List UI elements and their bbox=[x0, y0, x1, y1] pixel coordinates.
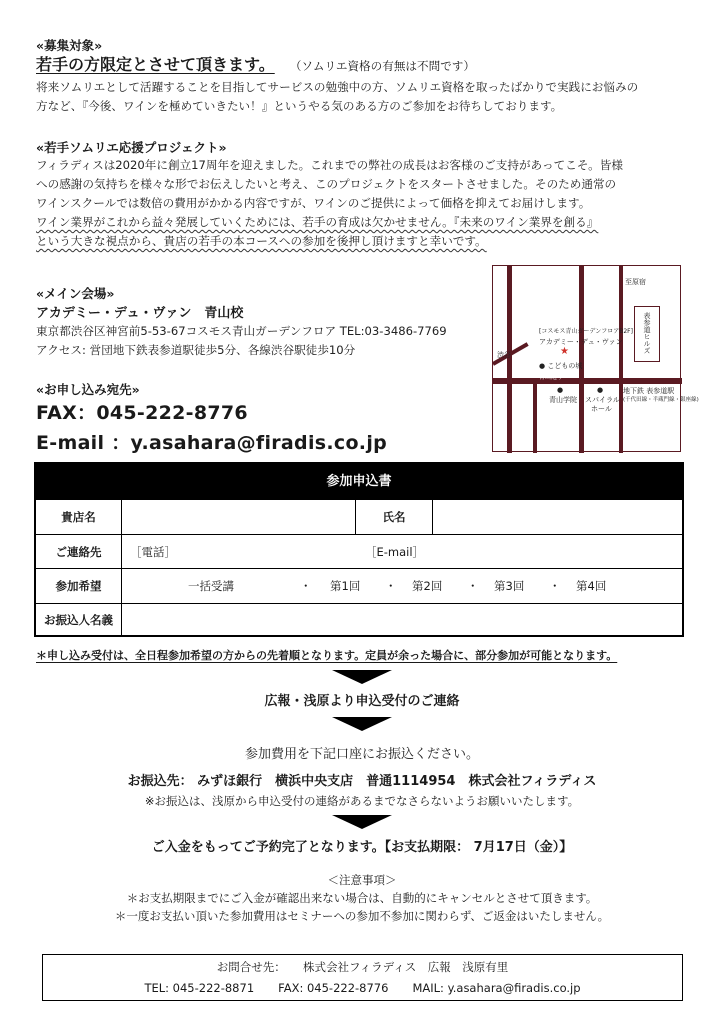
footer-mail[interactable]: MAIL: y.asahara@firadis.co.jp bbox=[412, 981, 581, 995]
form-title: 参加申込書 bbox=[36, 464, 682, 499]
option-separator: ・ bbox=[385, 579, 397, 593]
map-label-kodomo: ● こどもの城 bbox=[539, 362, 583, 370]
flow-step-1: 広報・浅原より申込受付のご連絡 bbox=[264, 694, 460, 709]
footer-fax: FAX: 045-222-8776 bbox=[278, 981, 389, 995]
map-label-shibuya: 渋谷 bbox=[497, 351, 511, 359]
bank-note: ※お振込は、浅原から申込受付の連絡があるまでなさらないようお願いいたします。 bbox=[144, 794, 580, 808]
form-label-wish: 参加希望 bbox=[36, 569, 122, 603]
project-line: フィラディスは2020年に創立17周年を迎えました。これまでの弊社の成長はお客様のご支持があってこそ。皆様 bbox=[36, 158, 623, 172]
map-label-spiral: スパイラル bbox=[585, 396, 620, 404]
flow-step-2: 参加費用を下記口座にお振込ください。 bbox=[244, 747, 479, 762]
option-all[interactable]: 一括受講 bbox=[188, 579, 234, 593]
map-label-academy: アカデミー・デュ・ヴァン bbox=[539, 338, 623, 346]
option-separator: ・ bbox=[467, 579, 479, 593]
form-label-name: 氏名 bbox=[356, 500, 433, 534]
venue-name: アカデミー・デュ・ヴァン 青山校 bbox=[36, 306, 244, 321]
wish-options bbox=[122, 569, 682, 603]
footer-tel: TEL: 045-222-8871 bbox=[144, 981, 255, 995]
project-line: への感謝の気持ちを様々な形でお伝えしたいと考え、このプロジェクトをスタートさせました。そのため通常の bbox=[36, 177, 617, 191]
venue-address: 東京都渋谷区神宮前5-53-67コスモス青山ガーデンフロア TEL:03-3486-7769 bbox=[36, 324, 447, 338]
bank-info: お振込先： みずほ銀行 横浜中央支店 普通1114954 株式会社フィラディス bbox=[127, 774, 597, 789]
shop-name-field[interactable] bbox=[122, 500, 356, 534]
project-line-emphasis: という大きな視点から、貴店の若手の本コースへの参加を後押し頂けますと幸いです。 bbox=[36, 234, 487, 248]
recruit-line: 将来ソムリエとして活躍することを目指してサービスの勉強中の方、ソムリエ資格を取ったばかりで実践にお悩みの bbox=[36, 80, 639, 94]
map-dot-icon: ● bbox=[597, 386, 604, 394]
map-label-harajuku: 至原宿 bbox=[625, 278, 646, 286]
form-row-shop bbox=[36, 499, 682, 534]
form-row-wish bbox=[36, 568, 682, 603]
form-row-payer bbox=[36, 603, 682, 635]
recruit-headline: 若手の方限定とさせて頂きます。 bbox=[36, 55, 275, 74]
apply-fax: FAX：045-222-8776 bbox=[36, 402, 248, 424]
project-body bbox=[36, 156, 696, 251]
footer-contact-line: お問合せ先： 株式会社フィラディス 広報 浅原有里 bbox=[216, 960, 509, 974]
map-label-aoyama-dori: 青山通り bbox=[539, 374, 564, 381]
map-label-spiral-hall: ホール bbox=[591, 405, 612, 413]
form-label-payer: お振込人名義 bbox=[36, 604, 122, 635]
first-come-note: ＊申し込み受付は、全日程参加希望の方からの先着順となります。定員が余った場合に、部分参加が可能となります。 bbox=[36, 649, 618, 662]
recruit-line: 方など、『今後、ワインを極めていきたい！』というやる気のある方のご参加をお待ちしております。 bbox=[36, 99, 563, 113]
apply-email[interactable]: E-mail ：y.asahara@firadis.co.jp bbox=[36, 432, 388, 454]
form-row-contact bbox=[36, 534, 682, 568]
venue-heading: «メイン会場» bbox=[36, 286, 115, 301]
flow-step-3: ご入金をもってご予約完了となります。【お支払期限： 7月17日（金）】 bbox=[151, 840, 573, 855]
contact-footer bbox=[42, 954, 683, 1001]
map-label-station-lines: (千代田線・半蔵門線・銀座線) bbox=[623, 397, 699, 403]
map-label-hills: 表参道ヒルズ bbox=[643, 312, 651, 354]
option-session-2[interactable]: 第2回 bbox=[412, 579, 443, 593]
recruit-heading: «募集対象» bbox=[36, 38, 103, 53]
down-arrow-icon bbox=[332, 717, 392, 731]
map-road bbox=[507, 266, 512, 453]
venue-map bbox=[492, 265, 699, 452]
map-road bbox=[579, 266, 584, 453]
map-label-kodomo-text: こどもの城 bbox=[547, 362, 583, 370]
project-line-emphasis: ワイン業界がこれから益々発展していくためには、若手の育成は欠かせません。『未来のワイン業界を創る』 bbox=[36, 215, 599, 229]
form-label-shop: 貴店名 bbox=[36, 500, 122, 534]
payer-name-field[interactable] bbox=[122, 604, 682, 635]
application-form bbox=[34, 462, 684, 637]
down-arrow-icon bbox=[332, 815, 392, 829]
venue-access: アクセス: 営団地下鉄表参道駅徒歩5分、各線渋谷駅徒歩10分 bbox=[36, 343, 356, 357]
form-label-contact: ご連絡先 bbox=[36, 535, 122, 568]
project-line: ワインスクールでは数倍の費用がかかる内容ですが、ワインのご提供によって価格を抑えてお届けします。 bbox=[36, 196, 591, 210]
caution-line-2: ＊一度お支払い頂いた参加費用はセミナーへの参加不参加に関わらず、ご返金はいたしません。 bbox=[114, 909, 610, 923]
map-label-station: 地下鉄 表参道駅 bbox=[623, 387, 675, 395]
option-session-1[interactable]: 第1回 bbox=[330, 579, 361, 593]
recruit-headline-note: （ソムリエ資格の有無は不問です） bbox=[289, 59, 475, 73]
map-label-building: [コスモス青山ガーデンフロアB2F] bbox=[539, 328, 633, 335]
option-separator: ・ bbox=[549, 579, 561, 593]
option-session-3[interactable]: 第3回 bbox=[494, 579, 525, 593]
map-road bbox=[533, 384, 537, 453]
option-separator: ・ bbox=[300, 579, 312, 593]
recruit-body bbox=[36, 78, 696, 116]
project-heading: «若手ソムリエ応援プロジェクト» bbox=[36, 140, 227, 155]
apply-heading: «お申し込み宛先» bbox=[36, 382, 140, 397]
caution-line-1: ＊お支払期限までにご入金が確認出来ない場合は、自動的にキャンセルとさせて頂きます。 bbox=[126, 891, 598, 905]
email-field[interactable]: ［E-mail］ bbox=[365, 544, 425, 559]
map-label-aoyama-gakuin: 青山学院 bbox=[549, 396, 577, 404]
map-road bbox=[619, 266, 623, 453]
map-road bbox=[493, 378, 682, 384]
option-session-4[interactable]: 第4回 bbox=[576, 579, 607, 593]
person-name-field[interactable] bbox=[433, 500, 682, 534]
recruit-headline-row bbox=[36, 52, 475, 75]
map-star-icon: ★ bbox=[560, 346, 569, 357]
map-dot-icon: ● bbox=[557, 386, 564, 394]
caution-heading: ＜注意事項＞ bbox=[327, 873, 397, 887]
down-arrow-icon bbox=[332, 670, 392, 684]
footer-contact-details bbox=[43, 981, 682, 995]
phone-field[interactable]: ［電話］ bbox=[130, 544, 176, 559]
